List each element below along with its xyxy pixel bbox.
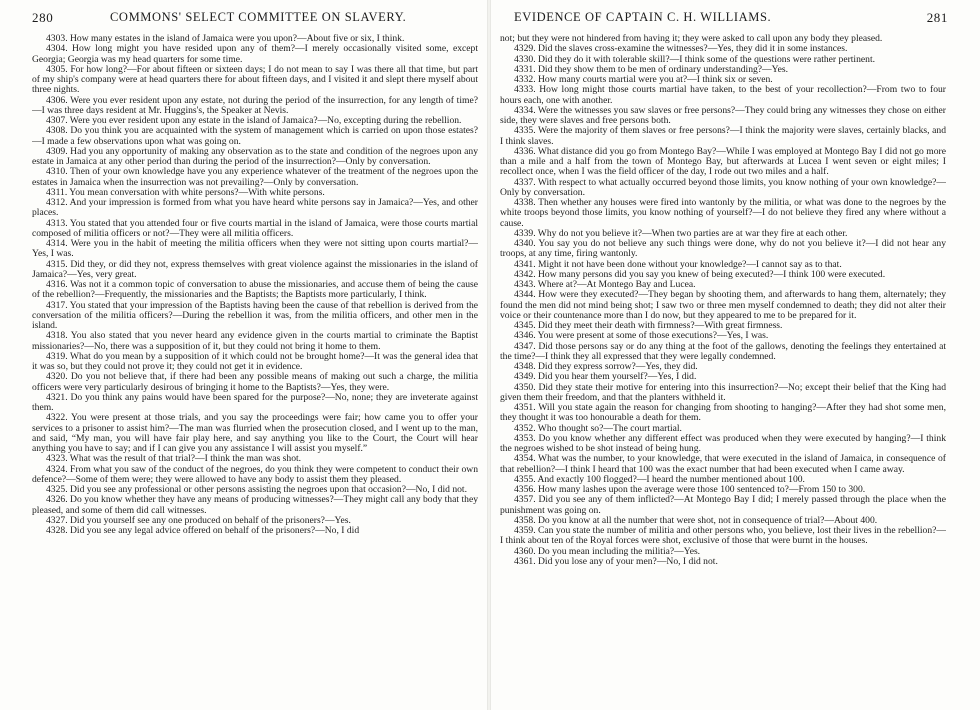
testimony-paragraph: 4325. Did you see any professional or other persons assisting the negroes upon that occasion?—No, I did not. <box>46 484 467 495</box>
testimony-paragraph: 4320. Do you not believe that, if there had been any possible means of making out such a charge, the militia officers were very particularly desirous of bringing it home to the Baptists?—Yes, they were. <box>32 371 478 393</box>
testimony-paragraph: 4332. How many courts martial were you at?—I think six or seven. <box>514 74 773 85</box>
testimony-paragraph: 4323. What was the result of that trial?—I think the man was shot. <box>46 453 302 465</box>
testimony-paragraph: 4351. Will you state again the reason for changing from shooting to hanging?—After they had shot some men, they thought it was too honourable a death for them. <box>500 402 946 424</box>
testimony-paragraph: 4338. Then whether any houses were fired into wantonly by the militia, or what was done to the negroes by the white troops beyond those limits, you know nothing of yourself?—I do not believe they fired any where without a cause. <box>500 197 946 229</box>
testimony-paragraph: 4352. Who thought so?—The court martial. <box>514 422 682 434</box>
left-running-head: COMMONS' SELECT COMMITTEE ON SLAVERY. <box>110 10 407 24</box>
testimony-paragraph: 4307. Were you ever resident upon any estate in the island of Jamaica?—No, excepting during the rebellion. <box>46 115 462 126</box>
testimony-paragraph: 4347. Did those persons say or do any thing at the foot of the gallows, denoting the feelings they entertained at the time?—I think they all expressed that they were legally condemned. <box>500 340 946 362</box>
testimony-paragraph: 4360. Do you mean including the militia?—Yes. <box>514 545 701 557</box>
testimony-paragraph: 4317. You stated that your impression of the Baptists having been the cause of that rebellion is derived from the conversation of the militia officers?—During the rebellion it was, from the militia officers, and other men in the island. <box>32 299 478 331</box>
testimony-paragraph: 4303. How many estates in the island of Jamaica were you upon?—About five or six, I think. <box>46 34 405 44</box>
testimony-paragraph: 4353. Do you know whether any different effect was produced when they were executed by hanging?—I think the negroes wished to be shot instead of being hung. <box>500 432 946 454</box>
testimony-paragraph: 4339. Why do not you believe it?—When two parties are at war they fire at each other. <box>514 227 848 239</box>
testimony-paragraph: 4328. Did you see any legal advice offered on behalf of the prisoners?—No, I did <box>46 525 360 536</box>
testimony-paragraph: 4346. You were present at some of those executions?—Yes, I was. <box>514 330 769 342</box>
right-running-head: EVIDENCE OF CAPTAIN C. H. WILLIAMS. <box>514 10 772 24</box>
testimony-paragraph: 4322. You were present at those trials, and you say the proceedings were fair; how came you to offer your services to a prisoner to assist him?—The man was flurried when the prosecution closed, and I went up to the man, and said, “My man, you will have fair play here, and say anything you like to the Court, the Court will hear anything you have to say; and if I can give you any assistance I will assist you myself.” <box>32 412 478 454</box>
testimony-paragraph: 4305. For how long?—For about fifteen or sixteen days; I do not mean to say I was there all that time, but part of my ship's company were at head quarters there for about fifteen days, and I visited it and slept there myself about three nights. <box>32 63 478 96</box>
testimony-paragraph: 4344. How were they executed?—They began by shooting them, and afterwards to hang them, alternately; they found the men did not mind being shot; I saw two or three men myself condemned to death; they did not alter their voice or their countenance more than I do now, but they appeared to me to be prepared for it. <box>500 289 946 321</box>
testimony-paragraph: 4321. Do you think any pains would have been spared for the purpose?—No, none; they are inveterate against them. <box>32 391 478 413</box>
testimony-paragraph: 4331. Did they show them to be men of ordinary understanding?—Yes. <box>514 63 789 75</box>
testimony-paragraph: 4318. You also stated that you never heard any evidence given in the courts martial to criminate the Baptist missionaries?—No, there was a supposition of it, but they could not bring it home to them. <box>32 330 478 352</box>
testimony-paragraph: 4308. Do you think you are acquainted with the system of management which is carried on upon those estates?—I made a few observations upon what was going on. <box>32 125 478 147</box>
testimony-paragraph: 4356. How many lashes upon the average were those 100 sentenced to?—From 150 to 300. <box>514 484 866 495</box>
testimony-paragraph: 4313. You stated that you attended four or five courts martial in the island of Jamaica, were those courts martial composed of militia officers or not?—They were all militia officers. <box>32 217 478 239</box>
testimony-paragraph: 4341. Might it not have been done without your knowledge?—I cannot say as to that. <box>514 258 842 270</box>
testimony-paragraph: 4311. You mean conversation with white persons?—With white persons. <box>46 186 325 198</box>
testimony-paragraph: 4342. How many persons did you say you knew of being executed?—I think 100 were executed. <box>514 268 886 280</box>
testimony-paragraph: 4340. You say you do not believe any such things were done, why do not you believe it?—I did not hear any troops, at any time, firing wantonly. <box>500 238 946 260</box>
testimony-paragraph: 4327. Did you yourself see any one produced on behalf of the prisoners?—Yes. <box>46 514 351 526</box>
testimony-paragraph: 4336. What distance did you go from Montego Bay?—While I was employed at Montego Bay I did not go more than a mile and a half from the town of Montego Bay, but afterwards at Lucea I went seven or eight miles; I recollect once, when I was the field officer of the day, I rode out two miles and a half. <box>500 145 946 178</box>
left-page <box>0 0 488 710</box>
right-page-text <box>500 34 946 704</box>
testimony-paragraph: 4326. Do you know whether they have any means of producing witnesses?—They might call any body that they pleased, and some of them did call witnesses. <box>32 494 478 516</box>
testimony-paragraph: 4361. Did you lose any of your men?—No, I did not. <box>514 555 718 567</box>
testimony-paragraph: 4324. From what you saw of the conduct of the negroes, do you think they were competent to conduct their own defence?—Some of them were; they were allowed to have any body to assist them they pleased. <box>32 463 478 485</box>
testimony-paragraph: 4333. How long might those courts martial have taken, to the best of your recollection?—From two to four hours each, one with another. <box>500 84 946 106</box>
testimony-paragraph: 4337. With respect to what actually occurred beyond those limits, you know nothing of your own knowledge?—Only by conversation. <box>500 176 946 198</box>
testimony-paragraph: 4312. And your impression is formed from what you have heard white persons say in Jamaica?—Yes, and other places. <box>32 197 478 219</box>
testimony-paragraph: 4304. How long might you have resided upon any of them?—I merely occasionally visited some, except Georgia; Georgia was my head quarters for some time. <box>32 43 478 65</box>
testimony-paragraph: 4306. Were you ever resident upon any estate, not during the period of the insurrection, for any length of time?—I was three days resident at Mr. Huggins's, the Speaker at Nevis. <box>32 94 478 116</box>
testimony-paragraph: 4354. What was the number, to your knowledge, that were executed in the island of Jamaica, in consequence of that rebellion?—I think I heard that 100 was the exact number that had been executed when I came away. <box>500 453 946 475</box>
testimony-paragraph: 4345. Did they meet their death with firmness?—With great firmness. <box>514 320 783 331</box>
left-page-text <box>32 34 478 704</box>
continuation-paragraph: not; but they were not hindered from having it; they were asked to call upon any body they pleased. <box>500 34 883 44</box>
testimony-paragraph: 4357. Did you see any of them inflicted?—At Montego Bay I did; I merely passed through the place when the punishment was going on. <box>500 494 946 516</box>
left-page-number: 280 <box>32 10 54 25</box>
testimony-paragraph: 4358. Do you know at all the number that were shot, not in consequence of trial?—About 400. <box>514 514 878 526</box>
testimony-paragraph: 4330. Did they do it with tolerable skill?—I think some of the questions were rather pertinent. <box>514 53 876 65</box>
testimony-paragraph: 4355. And exactly 100 flogged?—I heard the number mentioned about 100. <box>514 473 805 485</box>
testimony-paragraph: 4349. Did you hear them yourself?—Yes, I did. <box>514 371 697 383</box>
testimony-paragraph: 4309. Had you any opportunity of making any observation as to the state and condition of the negroes upon any estate in Jamaica at any other period than during the period of the insurrection?—Only by conversation. <box>32 145 478 167</box>
testimony-paragraph: 4334. Were the witnesses you saw slaves or free persons?—They could bring any witnesses they chose on either side, they were slaves and free persons both. <box>500 104 946 126</box>
testimony-paragraph: 4329. Did the slaves cross-examine the witnesses?—Yes, they did it in some instances. <box>514 43 848 55</box>
testimony-paragraph: 4350. Did they state their motive for entering into this insurrection?—No; except their belief that the King had given them their freedom, and that the planters withheld it. <box>500 381 946 403</box>
testimony-paragraph: 4314. Were you in the habit of meeting the militia officers when they were not sitting upon courts martial?—Yes, I was. <box>32 238 478 260</box>
testimony-paragraph: 4359. Can you state the number of militia and other persons who, you believe, lost their lives in the rebellion?—I think about ten of the Royal forces were shot, exclusive of those that were burnt in the houses. <box>500 525 946 547</box>
right-page-number: 281 <box>926 10 948 25</box>
testimony-paragraph: 4335. Were the majority of them slaves or free persons?—I think the majority were slaves, certainly blacks, and I think slaves. <box>500 125 946 147</box>
testimony-paragraph: 4310. Then of your own knowledge have you any experience whatever of the treatment of the negroes upon the estates in Jamaica when the insurrection was not prevailing?—Only by conversation. <box>32 166 478 188</box>
right-page <box>490 0 980 710</box>
testimony-paragraph: 4348. Did they express sorrow?—Yes, they did. <box>514 361 698 372</box>
testimony-paragraph: 4319. What do you mean by a supposition of it which could not be brought home?—It was the general idea that it was so, but they could not prove it; they could not get it in evidence. <box>32 350 478 372</box>
testimony-paragraph: 4316. Was not it a common topic of conversation to abuse the missionaries, and accuse them of being the cause of the rebellion?—Frequently, the missionaries and the Baptists; the Baptists more particularly, I think. <box>32 279 478 301</box>
testimony-paragraph: 4315. Did they, or did they not, express themselves with great violence against the missionaries in the island of Jamaica?—Yes, very great. <box>32 258 478 280</box>
testimony-paragraph: 4343. Where at?—At Montego Bay and Lucea. <box>514 279 696 290</box>
